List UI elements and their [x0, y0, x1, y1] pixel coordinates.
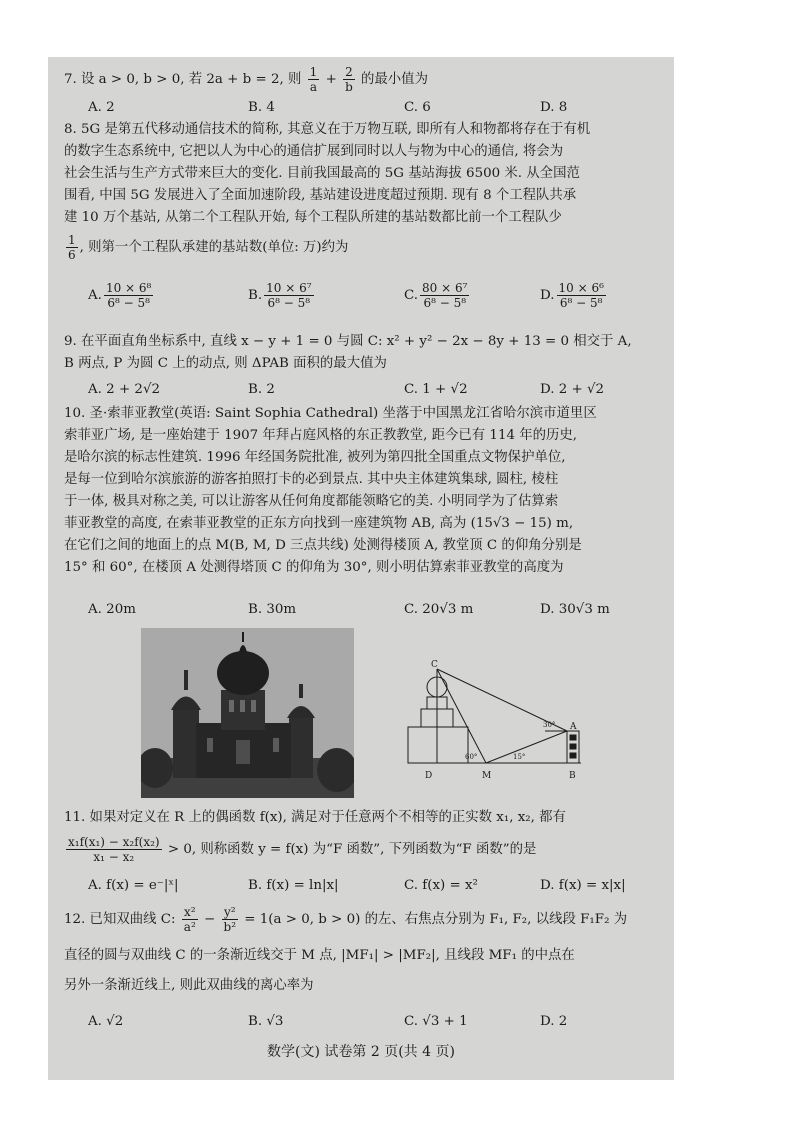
q7-option-a: A. 2	[88, 100, 115, 115]
q8-line-6: $\frac{1}{6}$ , 则第一个工程队承建的基站数(单位: 万)约为	[68, 233, 349, 262]
q12-option-d: D. 2	[540, 1014, 568, 1029]
q12-line-3: 另外一条渐近线上, 则此双曲线的离心率为	[64, 978, 314, 993]
q10-line-7: 在它们之间的地面上的点 M(B, M, D 三点共线) 处测得楼顶 A, 教堂顶 C 的仰角分别是	[64, 538, 582, 553]
q8-option-d: D. $\frac{\text{10 × 6⁶}}{\text{6⁸ − 5⁸}}$	[540, 281, 604, 310]
q11-option-c: C. f(x) = x²	[404, 878, 478, 893]
q7-fraction-1: $\frac{1}{a}$	[309, 65, 318, 94]
q8-option-a: A. $\frac{\text{10 × 6⁸}}{\text{6⁸ − 5⁸}}$	[88, 281, 152, 310]
q11-fraction: $\frac{\text{x₁f(x₁) − x₂f(x₂)}}{\text{x₁ − x₂}}$	[68, 835, 160, 864]
diagram-label-d: D	[425, 771, 433, 781]
q12-option-c: C. √3 + 1	[404, 1014, 468, 1029]
q10-line-6: 菲亚教堂的高度, 在索菲亚教堂的正东方向找到一座建筑物 AB, 高为 (15√3 − 15) m,	[64, 516, 574, 531]
q10-option-b: B. 30m	[248, 602, 297, 617]
q12-fraction-1: $\frac{\text{x²}}{\text{a²}}$	[183, 905, 196, 934]
q7-stem: 7. 设 a > 0, b > 0, 若 2a + b = 2, 则 $\frac{1}{a}$ + $\frac{2}{b}$ 的最小值为	[64, 65, 428, 94]
q8-line-3: 社会生活与生产方式带来巨大的变化. 目前我国最高的 5G 基站海拔 6500 米. 从全国范	[64, 166, 580, 181]
diagram-label-a: A	[570, 722, 577, 732]
q9-option-c: C. 1 + √2	[404, 382, 468, 397]
q11-option-b: B. f(x) = ln|x|	[248, 878, 339, 893]
diagram-angle-15: 15°	[513, 753, 526, 761]
q10-options	[88, 599, 648, 621]
page-footer: 数学(文) 试卷第 2 页(共 4 页)	[267, 1044, 455, 1060]
q8-fraction: $\frac{1}{6}$	[68, 233, 76, 262]
q8-option-b: B. $\frac{\text{10 × 6⁷}}{\text{6⁸ − 5⁸}}$	[248, 281, 312, 310]
q11-option-d: D. f(x) = x|x|	[540, 878, 626, 893]
q10-line-4: 是每一位到哈尔滨旅游的游客拍照打卡的必到景点. 其中央主体建筑集球, 圆柱, 棱柱	[64, 472, 559, 487]
q10-option-c: C. 20√3 m	[404, 602, 474, 617]
q7-option-d: D. 8	[540, 100, 568, 115]
q10-line-5: 于一体, 极具对称之美, 可以让游客从任何角度都能领略它的美. 小明同学为了估算索	[64, 494, 559, 509]
diagram-angle-60: 60°	[465, 753, 478, 761]
cathedral-illustration	[141, 628, 354, 798]
q11-option-a: A. f(x) = e⁻|ˣ|	[88, 878, 179, 893]
q12-options	[88, 1011, 648, 1033]
q8-line-4: 围看, 中国 5G 发展进入了全面加速阶段, 基站建设进度超过预期. 现有 8 个工程队共承	[64, 188, 577, 203]
q7-option-c: C. 6	[404, 100, 431, 115]
q12-line-2: 直径的圆与双曲线 C 的一条渐近线交于 M 点, |MF₁| > |MF₂|, 且线段 MF₁ 的中点在	[64, 948, 575, 963]
q9-line-2: B 两点, P 为圆 C 上的动点, 则 ΔPAB 面积的最大值为	[64, 356, 387, 371]
q8-line-2: 的数字生态系统中, 它把以人为中心的通信扩展到同时以人与物为中心的通信, 将会为	[64, 144, 564, 159]
q9-option-b: B. 2	[248, 382, 275, 397]
q11-options	[88, 875, 648, 897]
diagram-label-m: M	[482, 771, 492, 781]
q8-option-c: C. $\frac{\text{80 × 6⁷}}{\text{6⁸ − 5⁸}}$	[404, 281, 468, 310]
q10-line-1: 10. 圣·索菲亚教堂(英语: Saint Sophia Cathedral) 坐落于中国黑龙江省哈尔滨市道里区	[64, 406, 597, 421]
q11-line-1: 11. 如果对定义在 R 上的偶函数 f(x), 满足对于任意两个不相等的正实数 x₁, x₂, 都有	[64, 810, 566, 825]
exam-page	[48, 57, 674, 1080]
diagram-svg	[403, 657, 608, 807]
q10-line-2: 索菲亚广场, 是一座始建于 1907 年拜占庭风格的东正教教堂, 距今已有 114 年的历史,	[64, 428, 578, 443]
q10-option-a: A. 20m	[88, 602, 136, 617]
q12-line-1: 12. 已知双曲线 C: $\frac{\text{x²}}{\text{a²}}$ − $\frac{\text{y²}}{\text{b²}}$ = 1(a > 0, b > 0) 的左、右焦点分别为 F₁, F₂, 以线段 F₁F₂ 为	[64, 905, 628, 934]
q11-line-2: $\frac{\text{x₁f(x₁) − x₂f(x₂)}}{\text{x₁ − x₂}}$ > 0, 则称函数 y = f(x) 为“F 函数”, 下列函数为“F 函数”的是	[68, 835, 537, 864]
diagram-label-c: C	[431, 660, 438, 670]
q10-line-3: 是哈尔滨的标志性建筑. 1996 年经国务院批准, 被列为第四批全国重点文物保护单位,	[64, 450, 566, 465]
q8-options	[88, 281, 648, 317]
q9-line-1: 9. 在平面直角坐标系中, 直线 x − y + 1 = 0 与圆 C: x² + y² − 2x − 8y + 13 = 0 相交于 A,	[64, 334, 632, 349]
q8-line-5: 建 10 万个基站, 从第二个工程队开始, 每个工程队所建的基站数都比前一个工程队少	[64, 210, 562, 225]
q8-line-1: 8. 5G 是第五代移动通信技术的简称, 其意义在于万物互联, 即所有人和物都将存在于有机	[64, 122, 591, 137]
cathedral-photo	[141, 628, 354, 798]
diagram-angle-30: 30°	[543, 721, 556, 729]
elevation-diagram	[403, 657, 608, 807]
q12-fraction-2: $\frac{\text{y²}}{\text{b²}}$	[223, 905, 237, 934]
q10-line-8: 15° 和 60°, 在楼顶 A 处测得塔顶 C 的仰角为 30°, 则小明估算索菲亚教堂的高度为	[64, 560, 564, 575]
q10-option-d: D. 30√3 m	[540, 602, 610, 617]
q9-options	[88, 379, 648, 401]
q9-option-d: D. 2 + √2	[540, 382, 605, 397]
q12-option-b: B. √3	[248, 1014, 284, 1029]
q7-option-b: B. 4	[248, 100, 275, 115]
diagram-label-b: B	[569, 771, 576, 781]
q12-option-a: A. √2	[88, 1014, 124, 1029]
q7-fraction-2: $\frac{2}{b}$	[345, 65, 353, 94]
q7-options	[88, 97, 648, 119]
q7-stem-text: 7. 设 a > 0, b > 0, 若 2a + b = 2, 则	[64, 72, 302, 87]
q9-option-a: A. 2 + 2√2	[88, 382, 161, 397]
